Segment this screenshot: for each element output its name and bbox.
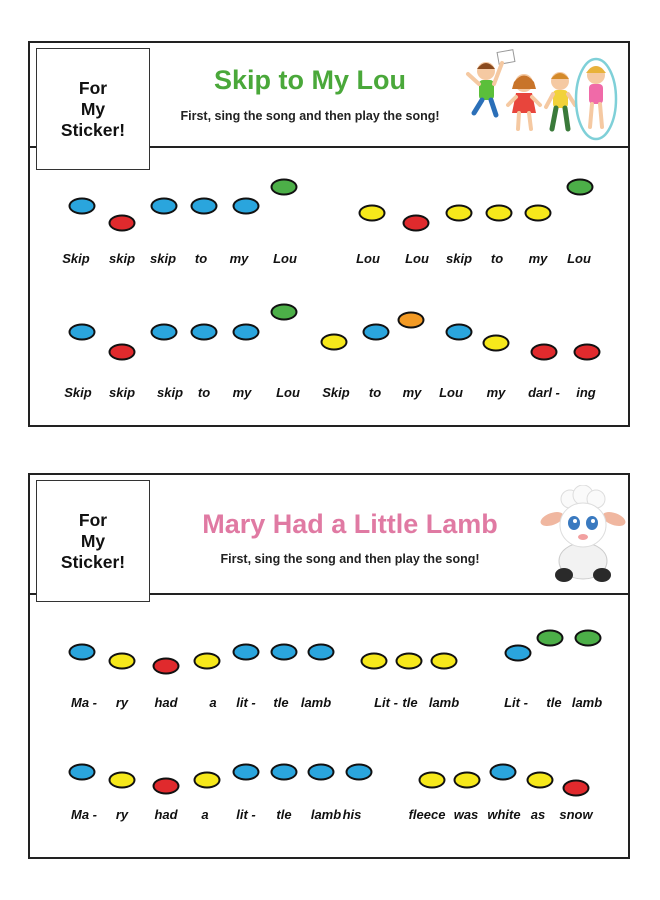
lyric-word: ing bbox=[576, 385, 596, 400]
red-note bbox=[109, 215, 136, 232]
blue-note bbox=[490, 764, 517, 781]
sticker-line: Sticker! bbox=[60, 551, 126, 572]
yellow-note bbox=[431, 653, 458, 670]
blue-note bbox=[191, 198, 218, 215]
blue-note bbox=[446, 324, 473, 341]
yellow-note bbox=[109, 653, 136, 670]
lyric-word: my bbox=[528, 251, 548, 266]
lyric-word: Lou bbox=[567, 251, 591, 266]
lyric-word: to bbox=[194, 251, 208, 266]
lyric-word: skip bbox=[149, 251, 177, 266]
orange-note bbox=[398, 312, 425, 329]
lyric-word: skip bbox=[156, 385, 184, 400]
lyric-word: lamb bbox=[300, 695, 332, 710]
blue-note bbox=[69, 198, 96, 215]
song-instructions: First, sing the song and then play the song! bbox=[220, 552, 480, 566]
red-note bbox=[563, 780, 590, 797]
blue-note bbox=[69, 644, 96, 661]
lyric-word: ry bbox=[115, 807, 129, 822]
red-note bbox=[153, 778, 180, 795]
song-title: Skip to My Lou bbox=[214, 65, 406, 95]
card-header bbox=[30, 475, 628, 595]
children-playing-illustration bbox=[464, 49, 624, 141]
lyric-word: my bbox=[486, 385, 506, 400]
song-card-skip-to-my-lou bbox=[28, 41, 630, 427]
lyric-word: Lou bbox=[356, 251, 380, 266]
sticker-line: My bbox=[80, 530, 106, 551]
lyric-word: Lou bbox=[439, 385, 463, 400]
lyric-word: lit - bbox=[236, 807, 256, 822]
lyric-word: to bbox=[368, 385, 382, 400]
yellow-note bbox=[454, 772, 481, 789]
lyric-word: as bbox=[530, 807, 546, 822]
lyric-word: skip bbox=[108, 385, 136, 400]
yellow-note bbox=[359, 205, 386, 222]
song-title: Mary Had a Little Lamb bbox=[202, 509, 498, 539]
blue-note bbox=[69, 764, 96, 781]
green-note bbox=[575, 630, 602, 647]
green-note bbox=[271, 179, 298, 196]
lyric-word: lamb bbox=[428, 695, 460, 710]
lyric-word: had bbox=[154, 695, 178, 710]
lyric-word: Ma - bbox=[71, 695, 97, 710]
blue-note bbox=[233, 198, 260, 215]
yellow-note bbox=[446, 205, 473, 222]
lyric-word: tle bbox=[546, 695, 562, 710]
lyric-word: tle bbox=[402, 695, 418, 710]
blue-note bbox=[151, 324, 178, 341]
yellow-note bbox=[361, 653, 388, 670]
lyric-word: Ma - bbox=[71, 807, 97, 822]
lyric-word: ry bbox=[115, 695, 129, 710]
lyric-word: Lou bbox=[276, 385, 300, 400]
lyric-word: white bbox=[487, 807, 521, 822]
yellow-note bbox=[525, 205, 552, 222]
lyric-word: Lou bbox=[405, 251, 429, 266]
lyric-word: to bbox=[197, 385, 211, 400]
lyric-word: Skip bbox=[62, 251, 90, 266]
red-note bbox=[531, 344, 558, 361]
sticker-line: My bbox=[80, 98, 106, 119]
yellow-note bbox=[109, 772, 136, 789]
sticker-box bbox=[36, 480, 150, 602]
red-note bbox=[109, 344, 136, 361]
lyric-word: a bbox=[209, 695, 217, 710]
song-instructions: First, sing the song and then play the song! bbox=[180, 109, 440, 123]
lyric-word: skip bbox=[108, 251, 136, 266]
yellow-note bbox=[194, 772, 221, 789]
yellow-note bbox=[396, 653, 423, 670]
blue-note bbox=[69, 324, 96, 341]
lyric-word: tle bbox=[276, 807, 292, 822]
yellow-note bbox=[419, 772, 446, 789]
blue-note bbox=[271, 764, 298, 781]
blue-note bbox=[233, 764, 260, 781]
blue-note bbox=[191, 324, 218, 341]
lyric-word: skip bbox=[445, 251, 473, 266]
yellow-note bbox=[527, 772, 554, 789]
green-note bbox=[537, 630, 564, 647]
lyric-word: Skip bbox=[64, 385, 92, 400]
lyric-word: his bbox=[342, 807, 362, 822]
sticker-line: For bbox=[78, 77, 108, 98]
red-note bbox=[153, 658, 180, 675]
lyric-word: lamb bbox=[310, 807, 342, 822]
lyric-word: Skip bbox=[322, 385, 350, 400]
green-note bbox=[271, 304, 298, 321]
blue-note bbox=[151, 198, 178, 215]
blue-note bbox=[308, 644, 335, 661]
blue-note bbox=[308, 764, 335, 781]
blue-note bbox=[363, 324, 390, 341]
red-note bbox=[574, 344, 601, 361]
blue-note bbox=[505, 645, 532, 662]
lyric-word: lamb bbox=[571, 695, 603, 710]
blue-note bbox=[233, 324, 260, 341]
blue-note bbox=[233, 644, 260, 661]
sticker-line: Sticker! bbox=[60, 119, 126, 140]
red-note bbox=[403, 215, 430, 232]
sticker-line: For bbox=[78, 509, 108, 530]
lyric-word: Lit - bbox=[504, 695, 528, 710]
lyric-word: lit - bbox=[236, 695, 256, 710]
lyric-word: had bbox=[154, 807, 178, 822]
blue-note bbox=[271, 644, 298, 661]
lyric-word: to bbox=[490, 251, 504, 266]
yellow-note bbox=[483, 335, 510, 352]
yellow-note bbox=[321, 334, 348, 351]
lyric-word: Lit - bbox=[374, 695, 398, 710]
lyric-word: tle bbox=[273, 695, 289, 710]
lyric-word: fleece bbox=[408, 807, 446, 822]
blue-note bbox=[346, 764, 373, 781]
yellow-note bbox=[486, 205, 513, 222]
song-card-mary-had-a-little-lamb bbox=[28, 473, 630, 859]
sticker-box bbox=[36, 48, 150, 170]
green-note bbox=[567, 179, 594, 196]
lyric-word: darl - bbox=[528, 385, 560, 400]
lyric-word: my bbox=[402, 385, 422, 400]
lamb-illustration bbox=[540, 485, 626, 585]
lyric-word: was bbox=[453, 807, 479, 822]
lyric-word: Lou bbox=[273, 251, 297, 266]
lyric-word: snow bbox=[559, 807, 593, 822]
lyric-word: my bbox=[232, 385, 252, 400]
yellow-note bbox=[194, 653, 221, 670]
lyric-word: a bbox=[201, 807, 209, 822]
lyric-word: my bbox=[229, 251, 249, 266]
card-header bbox=[30, 43, 628, 148]
